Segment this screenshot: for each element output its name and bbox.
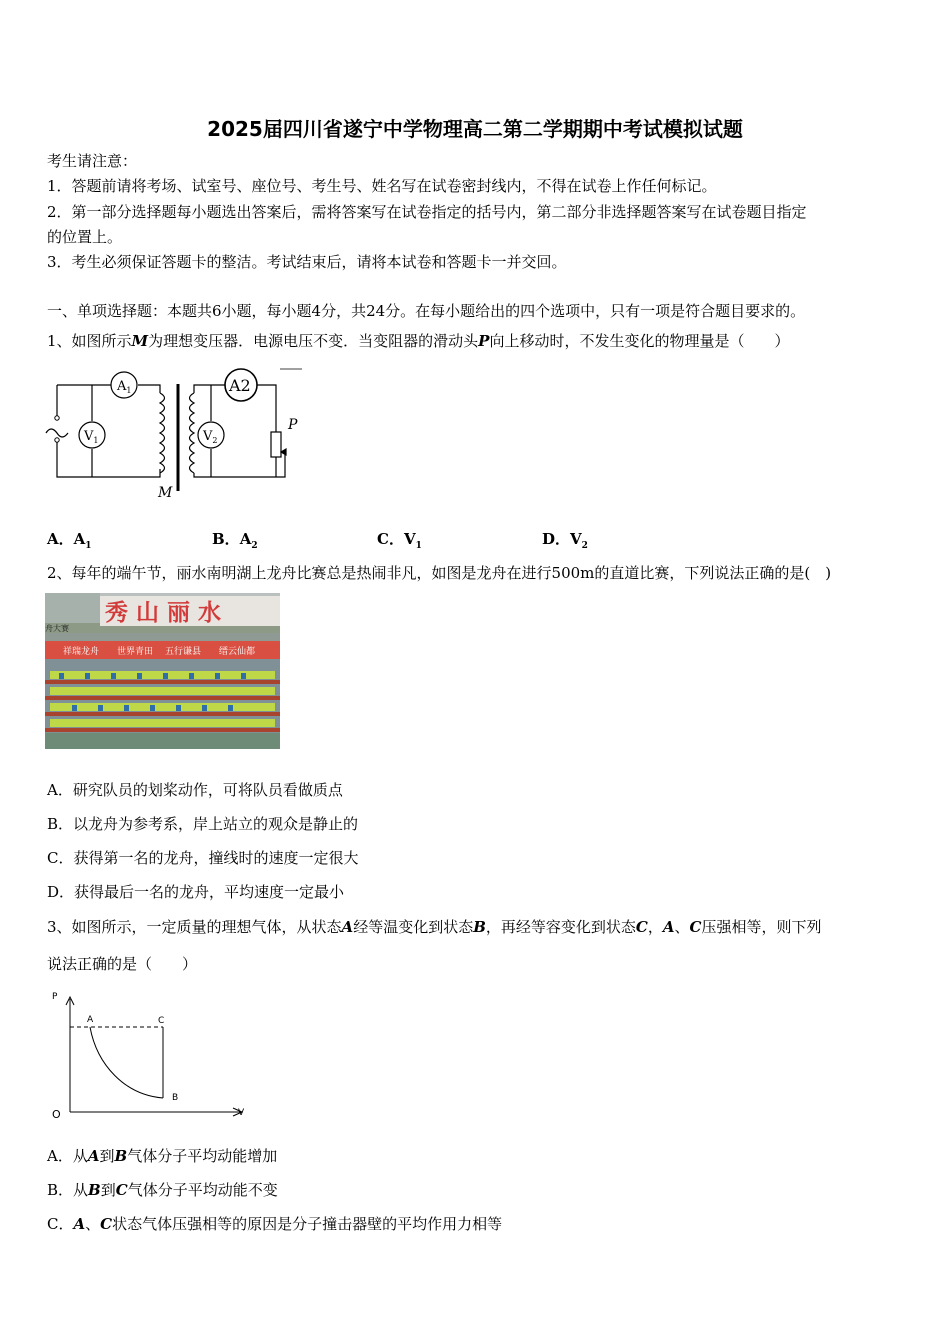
point-c-label: C [158, 1016, 165, 1026]
q2-option-c: C．获得第一名的龙舟，撞线时的速度一定很大 [47, 849, 359, 867]
origin-label: O [52, 1108, 61, 1121]
photo-banner: 秀 山 丽 水 [105, 600, 222, 626]
question-3-stem-line2: 说法正确的是（ ） [47, 955, 198, 973]
voltmeter-v1-label: $V_1$ [84, 429, 99, 445]
q1-text: 1、如图所示 [47, 332, 132, 350]
q2-option-d: D．获得最后一名的龙舟，平均速度一定最小 [47, 883, 345, 901]
axis-p-label: P [52, 992, 58, 1002]
notice-item: 3．考生必须保证答题卡的整洁。考试结束后，请将本试卷和答题卡一并交回。 [47, 253, 567, 271]
q1-symbol-p: P [478, 332, 490, 350]
question-2-stem: 2、每年的端午节，丽水南明湖上龙舟比赛总是热闹非凡，如图是龙舟在进行500m的直道比赛，下列说法正确的是( ) [47, 564, 832, 582]
q2-option-a: A．研究队员的划桨动作，可将队员看做质点 [47, 781, 343, 799]
point-b-label: B [172, 1093, 179, 1103]
photo-ad: 缙云仙都 [219, 647, 256, 657]
q1-option-b: B．$A_2$ [212, 530, 258, 551]
page-title: 2025届四川省遂宁中学物理高二第二学期期中考试模拟试题 [207, 117, 743, 141]
q3-option-c: C．A、C状态气体压强相等的原因是分子撞击器壁的平均作用力相等 [47, 1215, 503, 1233]
photo-ad: 五行谦县 [165, 647, 202, 657]
photo-left-text: 舟大赛 [45, 624, 69, 633]
q1-option-d: D．$V_2$ [542, 530, 588, 551]
q1-symbol-m: M [131, 332, 149, 350]
section-heading: 一、单项选择题：本题共6小题，每小题4分，共24分。在每小题给出的四个选项中，只有一项是符合题目要求的。 [47, 302, 806, 320]
q2-option-b: B．以龙舟为参考系，岸上站立的观众是静止的 [47, 815, 359, 833]
photo-ad: 世界青田 [117, 647, 154, 657]
ammeter-a2-label: A2 [229, 376, 251, 395]
voltmeter-v2-label: $V_2$ [203, 429, 218, 445]
q1-text: 向上移动时，不发生变化的物理量是（ ） [489, 332, 790, 350]
point-a-label: A [87, 1015, 94, 1025]
axis-v-label: V [238, 1108, 245, 1118]
question-1-stem [47, 331, 789, 351]
notice-item: 1．答题前请将考场、试室号、座位号、考生号、姓名写在试卷密封线内，不得在试卷上作任何标记。 [47, 177, 717, 195]
q3-option-b: B．从B到C气体分子平均动能不变 [47, 1181, 278, 1199]
ammeter-a1-label: $A_1$ [117, 379, 132, 395]
pv-graph [45, 985, 255, 1125]
slider-p-label: P [288, 417, 298, 433]
notice-item: 的位置上。 [47, 228, 123, 246]
q1-option-a: A．$A_1$ [47, 530, 92, 551]
q1-option-c: C．$V_1$ [377, 530, 422, 551]
photo-ad: 祥瑞龙舟 [63, 647, 100, 657]
notice-item: 2．第一部分选择题每小题选出答案后，需将答案写在试卷指定的括号内，第二部分非选择题答案写在试卷题目指定 [47, 203, 807, 221]
notice-heading: 考生请注意： [47, 152, 138, 170]
q1-text: 为理想变压器．电源电压不变．当变阻器的滑动头 [148, 332, 479, 350]
q3-option-a: A．从A到B气体分子平均动能增加 [47, 1147, 278, 1165]
dragon-boat-photo [45, 593, 280, 749]
question-3-stem: 3、如图所示，一定质量的理想气体，从状态A经等温变化到状态B，再经等容变化到状态C，A、C压强相等，则下列 [47, 918, 822, 936]
transformer-circuit-diagram [42, 366, 304, 502]
transformer-m-label: M [158, 485, 173, 501]
